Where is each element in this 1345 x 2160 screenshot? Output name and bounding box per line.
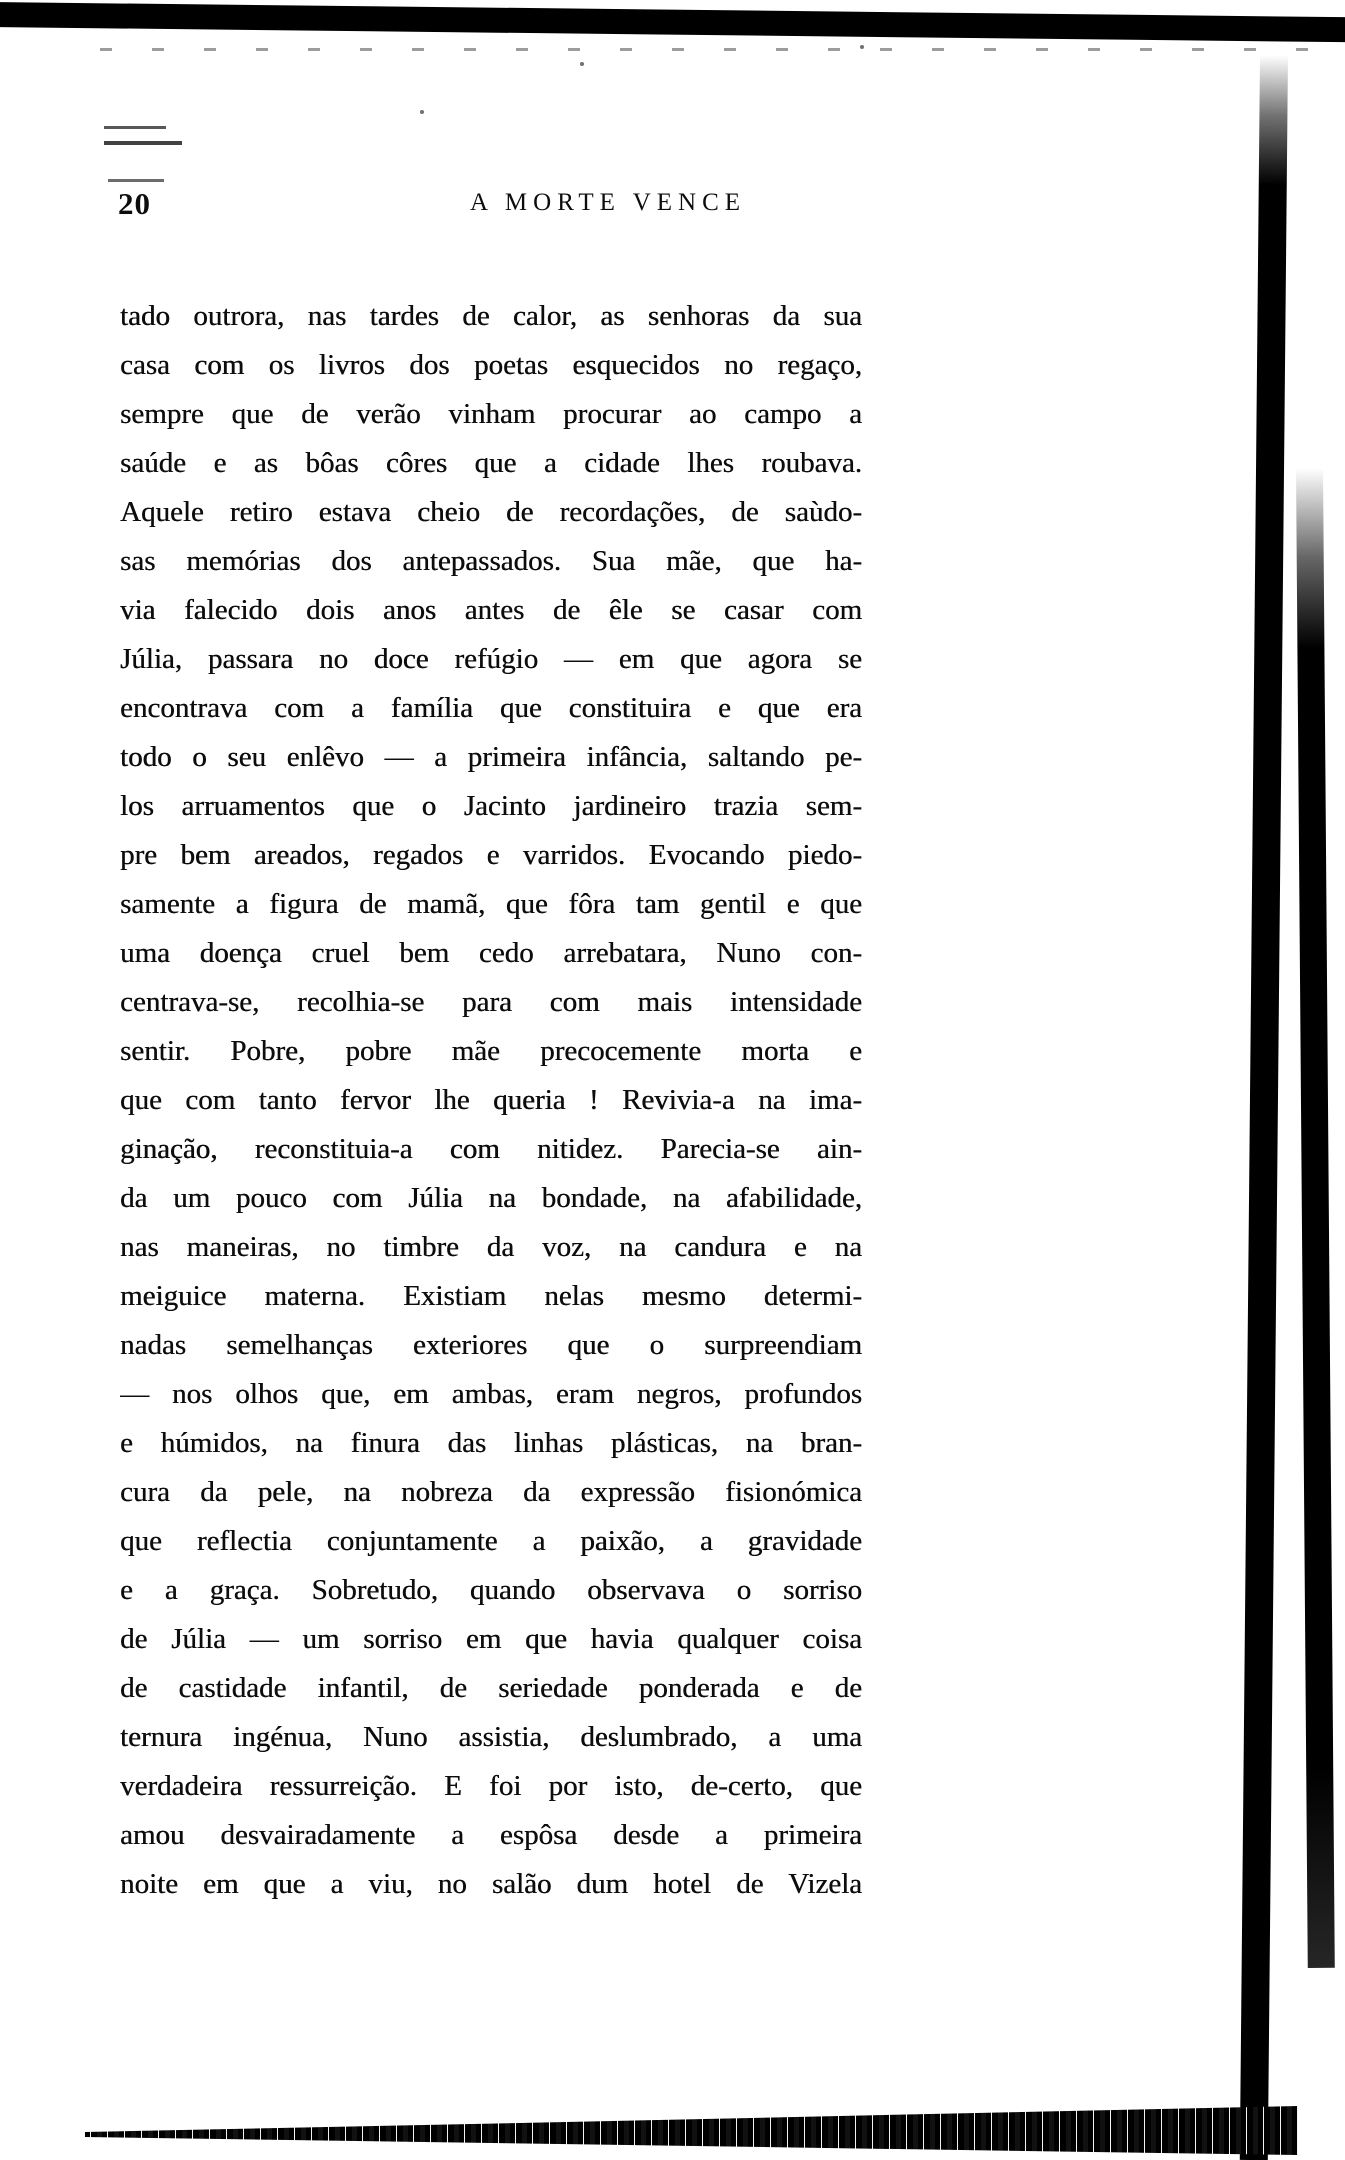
scan-gutter-shadow xyxy=(1296,468,1335,1968)
body-text xyxy=(120,292,862,1909)
text-line: sempre que de verão vinham procurar ao campo a xyxy=(120,398,862,430)
scan-gutter-shadow xyxy=(1240,55,1288,2160)
text-line: nadas semelhanças exteriores que o surpreendiam xyxy=(120,1329,862,1361)
text-line: casa com os livros dos poetas esquecidos no regaço, xyxy=(120,349,862,381)
scan-smudge xyxy=(104,126,166,129)
text-line: sentir. Pobre, pobre mãe precocemente morta e xyxy=(120,1035,862,1067)
text-line: Aquele retiro estava cheio de recordações, de saùdo- xyxy=(120,496,862,528)
text-line: uma doença cruel bem cedo arrebatara, Nuno con- xyxy=(120,937,862,969)
text-line: ginação, reconstituia-a com nitidez. Parecia-se ain- xyxy=(120,1133,862,1165)
text-line: de castidade infantil, de seriedade ponderada e de xyxy=(120,1672,862,1704)
text-line: sas memórias dos antepassados. Sua mãe, que ha- xyxy=(120,545,862,577)
text-line: noite em que a viu, no salão dum hotel de Vizela xyxy=(120,1868,862,1900)
text-line: samente a figura de mamã, que fôra tam gentil e que xyxy=(120,888,862,920)
text-line: e húmidos, na finura das linhas plásticas, na bran- xyxy=(120,1427,862,1459)
scan-smudge xyxy=(108,179,164,182)
text-line: ternura ingénua, Nuno assistia, deslumbrado, a uma xyxy=(120,1721,862,1753)
text-line: da um pouco com Júlia na bondade, na afabilidade, xyxy=(120,1182,862,1214)
text-line: encontrava com a família que constituira e que era xyxy=(120,692,862,724)
scan-dot xyxy=(580,62,584,66)
scan-dot xyxy=(860,45,864,49)
text-line: que reflectia conjuntamente a paixão, a gravidade xyxy=(120,1525,862,1557)
text-line: saúde e as bôas côres que a cidade lhes roubava. xyxy=(120,447,862,479)
text-line: pre bem areados, regados e varridos. Evocando piedo- xyxy=(120,839,862,871)
scan-top-edge xyxy=(0,2,1345,42)
text-line: cura da pele, na nobreza da expressão fisionómica xyxy=(120,1476,862,1508)
page-header xyxy=(0,186,1345,226)
text-line: tado outrora, nas tardes de calor, as senhoras da sua xyxy=(120,300,862,332)
text-line: todo o seu enlêvo — a primeira infância, saltando pe- xyxy=(120,741,862,773)
text-line: meiguice materna. Existiam nelas mesmo determi- xyxy=(120,1280,862,1312)
text-line: via falecido dois anos antes de êle se casar com xyxy=(120,594,862,626)
page-number: 20 xyxy=(118,186,151,221)
scan-dash-artifact xyxy=(100,48,1330,51)
text-line: nas maneiras, no timbre da voz, na candura e na xyxy=(120,1231,862,1263)
text-line: amou desvairadamente a espôsa desde a primeira xyxy=(120,1819,862,1851)
text-line: centrava-se, recolhia-se para com mais intensidade xyxy=(120,986,862,1018)
text-line: e a graça. Sobretudo, quando observava o sorriso xyxy=(120,1574,862,1606)
text-line: — nos olhos que, em ambas, eram negros, profundos xyxy=(120,1378,862,1410)
text-line: verdadeira ressurreição. E foi por isto, de-certo, que xyxy=(120,1770,862,1802)
running-title: A MORTE VENCE xyxy=(470,189,747,216)
text-line: Júlia, passara no doce refúgio — em que agora se xyxy=(120,643,862,675)
text-line: los arruamentos que o Jacinto jardineiro trazia sem- xyxy=(120,790,862,822)
text-line: de Júlia — um sorriso em que havia qualquer coisa xyxy=(120,1623,862,1655)
text-line: que com tanto fervor lhe queria ! Revivia-a na ima- xyxy=(120,1084,862,1116)
scan-smudge xyxy=(104,141,182,145)
scan-dot xyxy=(420,110,424,114)
